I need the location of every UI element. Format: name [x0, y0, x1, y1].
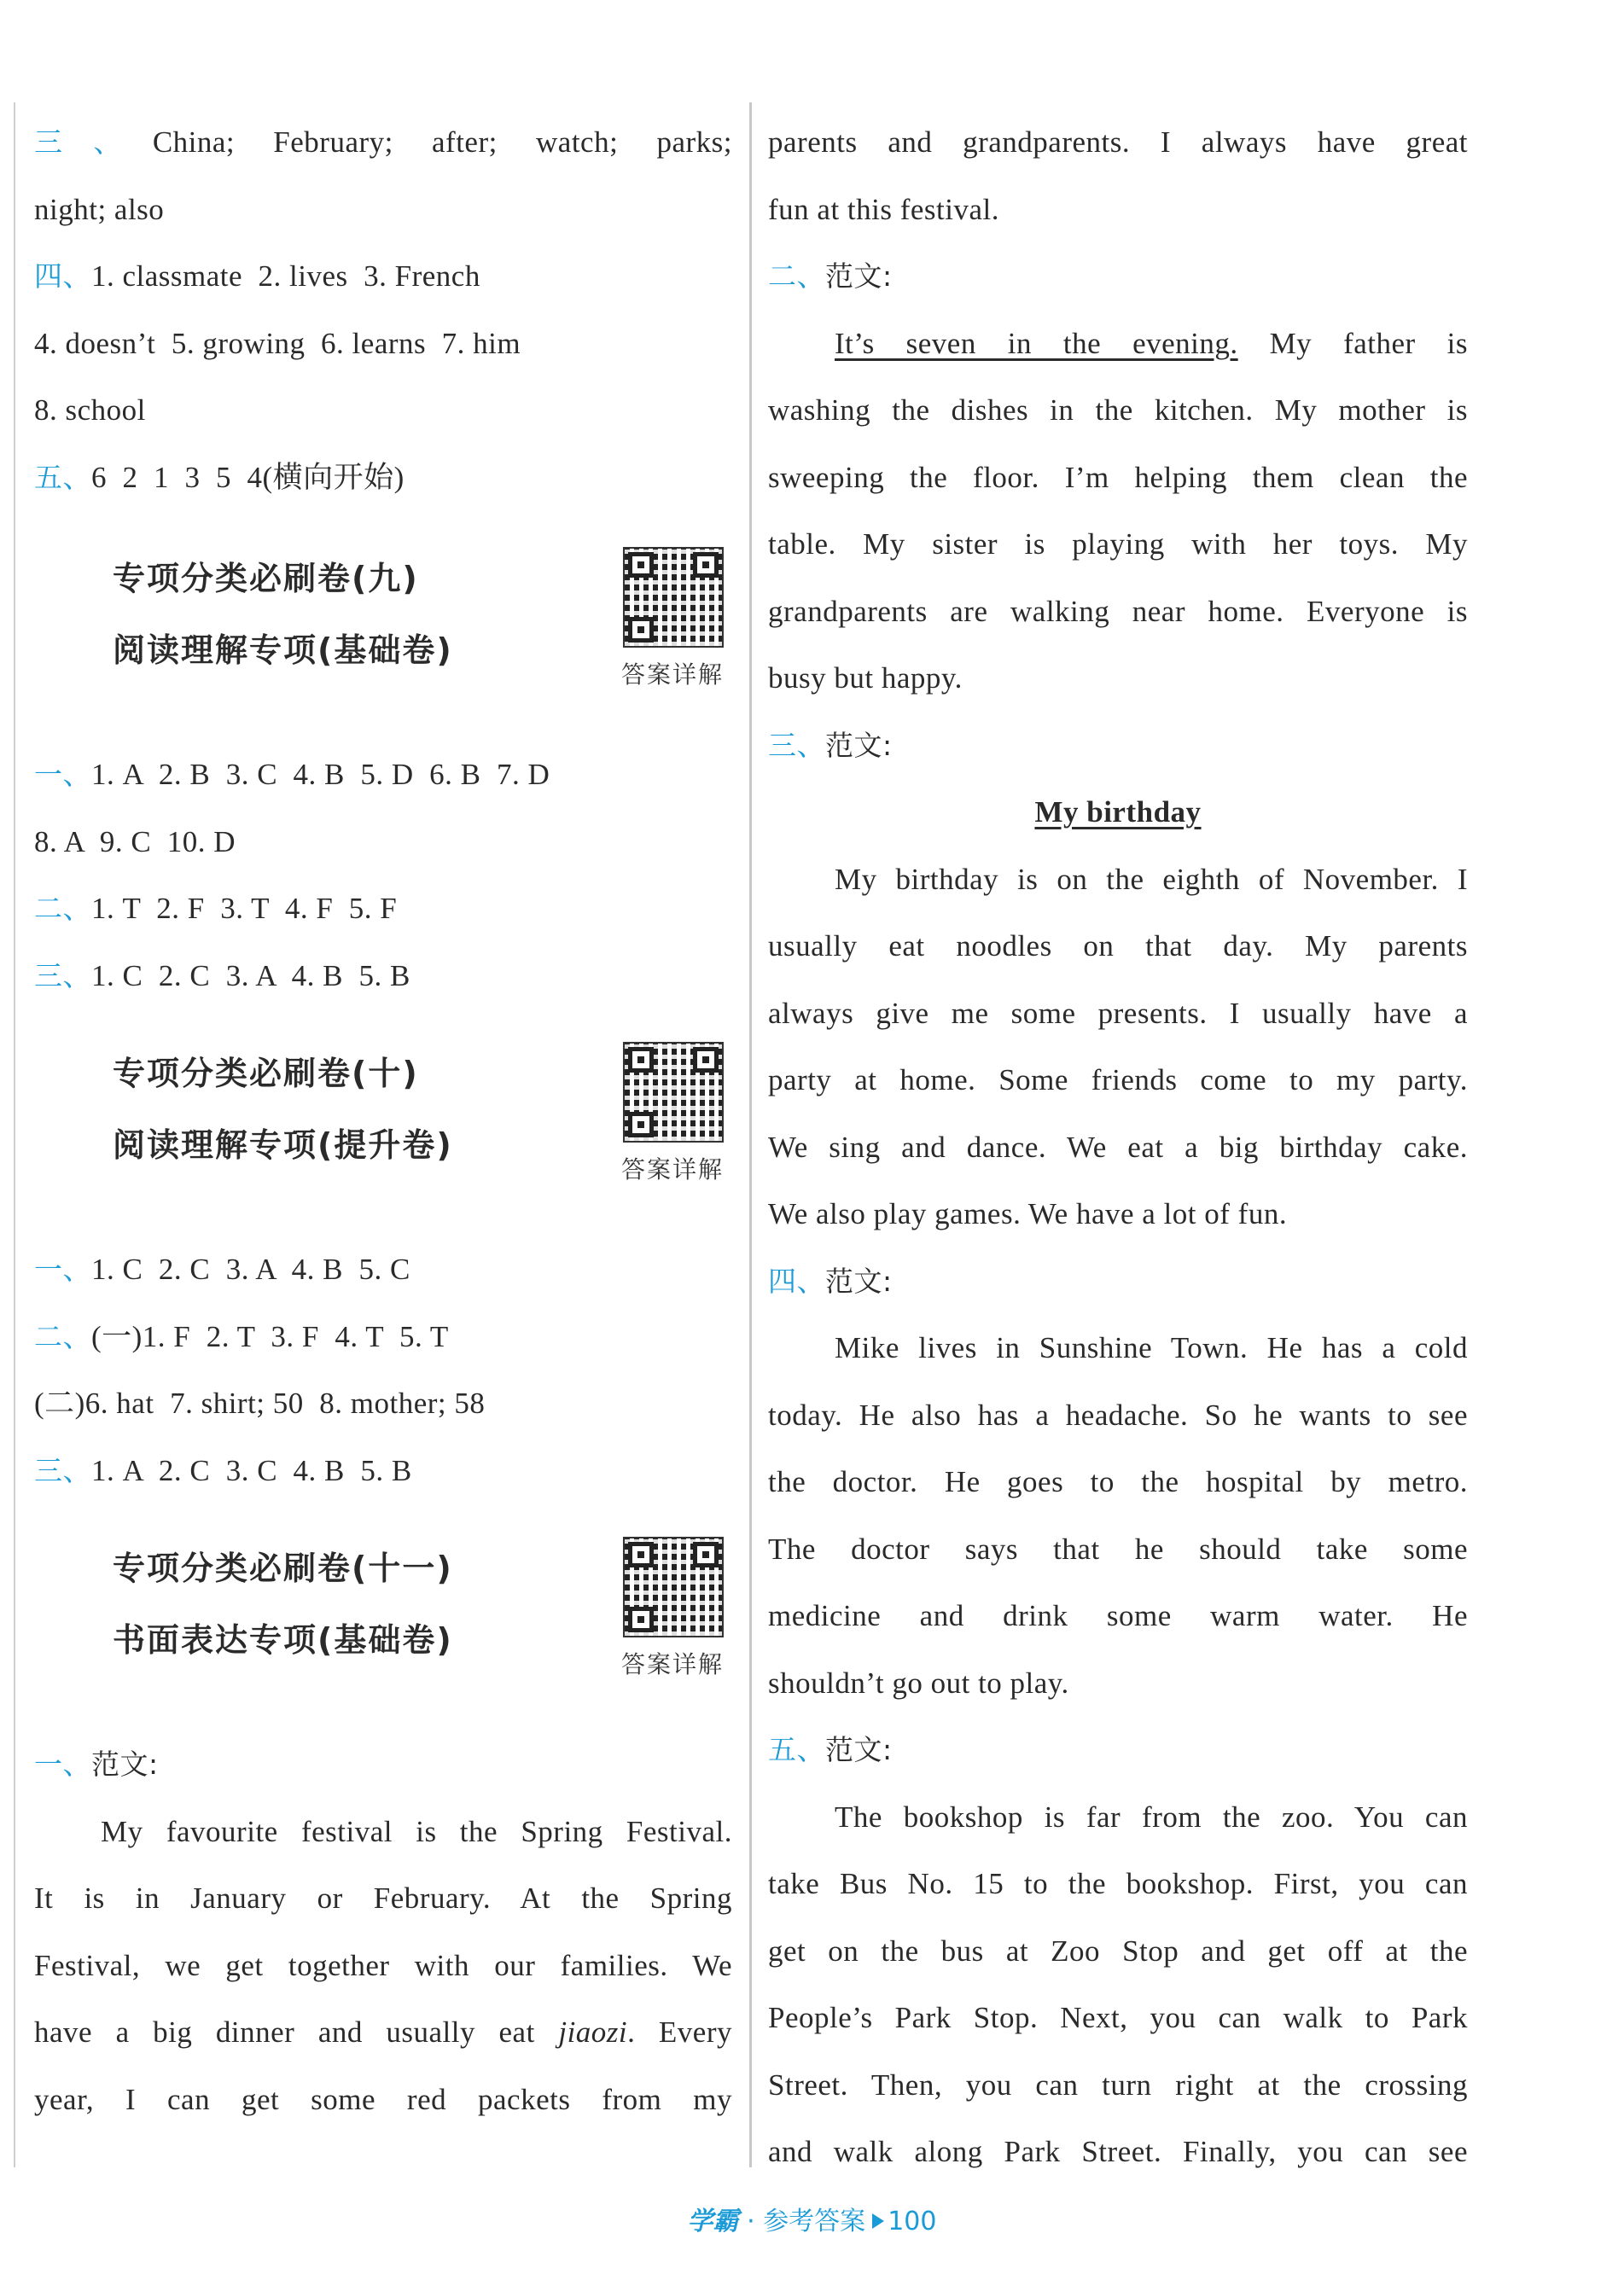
question-number: 四、 — [768, 1264, 825, 1298]
answer-line: (二)6. hat 7. shirt; 50 8. mother; 58 — [34, 1387, 486, 1420]
essay-line: The doctor says that he should take some — [768, 1532, 1468, 1566]
essay-line: party at home. Some friends come to my party. — [768, 1063, 1468, 1096]
essay-line: take Bus No. 15 to the bookshop. First, you can — [768, 1867, 1468, 1900]
left-column — [34, 109, 732, 2133]
essay-title — [768, 779, 1468, 846]
essay-line: usually eat noodles on that day. My parents — [768, 929, 1468, 963]
answer-text: 范文: — [91, 1748, 159, 1781]
triangle-icon — [872, 2213, 884, 2229]
answer-line: 8. A 9. C 10. D — [34, 824, 236, 858]
answer-line — [34, 1304, 732, 1371]
essay-line: year, I can get some red packets from my — [34, 2082, 732, 2116]
section-heading — [768, 1248, 1468, 1316]
essay-line: grandparents are walking near home. Everyone is — [768, 594, 1468, 628]
answer-line: night; also — [34, 192, 165, 226]
section-title: 专项分类必刷卷(十) — [113, 1055, 419, 1092]
question-number: 三、 — [34, 125, 153, 159]
heading-text: 范文: — [825, 259, 893, 293]
essay-text: My father is — [1237, 326, 1468, 360]
brand-logo: 学霸 — [687, 2207, 739, 2236]
essay-line: and walk along Park Street. Finally, you can see — [768, 2135, 1468, 2168]
question-number: 四、 — [34, 259, 91, 293]
essay-line: The bookshop is far from the zoo. You can — [835, 1800, 1468, 1834]
section-header-11 — [34, 1535, 732, 1689]
section-title: 专项分类必刷卷(九) — [113, 560, 419, 597]
essay-line: today. He also has a headache. So he wants to see — [768, 1398, 1468, 1432]
essay-line: medicine and drink some warm water. He — [768, 1599, 1468, 1632]
heading-text: 范文: — [825, 728, 893, 762]
essay-line: sweeping the floor. I’m helping them clean the — [768, 460, 1468, 494]
page-footer — [0, 2200, 1624, 2237]
section-title: 专项分类必刷卷(十一) — [113, 1550, 453, 1587]
essay-line: have a big dinner and usually eat jiaozi. Every — [34, 2015, 732, 2049]
qr-label: 答案详解 — [621, 660, 725, 689]
underlined-phrase: It’s seven in the evening. — [835, 326, 1238, 360]
essay-line: Mike lives in Sunshine Town. He has a cold — [835, 1331, 1468, 1364]
qr-label: 答案详解 — [621, 1155, 725, 1184]
question-number: 一、 — [34, 1748, 91, 1781]
answer-line — [34, 943, 732, 1010]
question-number: 五、 — [34, 460, 91, 494]
section-header-10 — [34, 1040, 732, 1194]
section-subtitle: 阅读理解专项(基础卷) — [113, 631, 453, 669]
answer-line: 8. school — [34, 393, 146, 427]
essay-line: always give me some presents. I usually have a — [768, 996, 1468, 1030]
essay-line: the doctor. He goes to the hospital by metro. — [768, 1465, 1468, 1498]
question-number: 二、 — [34, 1319, 91, 1353]
essay-line: table. My sister is playing with her toys. My — [768, 527, 1468, 561]
section-subtitle: 阅读理解专项(提升卷) — [113, 1126, 453, 1164]
answer-text: 1. classmate 2. lives 3. French — [91, 259, 480, 293]
column-divider — [749, 102, 752, 2167]
question-number: 二、 — [34, 892, 91, 925]
answer-text: 1. C 2. C 3. A 4. B 5. C — [91, 1253, 410, 1286]
left-margin-rule — [14, 102, 15, 2167]
footer-label: 参考答案 — [763, 2207, 866, 2236]
answer-line — [34, 243, 732, 311]
essay-line: My favourite festival is the Spring Festival. — [101, 1814, 732, 1848]
answer-text: 1. T 2. F 3. T 4. F 5. F — [91, 892, 398, 925]
answer-text: China; February; after; watch; parks; — [152, 125, 732, 159]
essay-line: Festival, we get together with our families. We — [34, 1948, 732, 1982]
answer-line — [34, 1438, 732, 1505]
essay-line: get on the bus at Zoo Stop and get off at the — [768, 1934, 1468, 1968]
answer-text: 1. A 2. C 3. C 4. B 5. B — [91, 1453, 412, 1487]
answer-line: 4. doesn’t 5. growing 6. learns 7. him — [34, 326, 521, 360]
qr-code-icon[interactable] — [623, 547, 724, 648]
essay-line: We sing and dance. We eat a big birthday cake. — [768, 1130, 1468, 1164]
footer-separator: · — [747, 2207, 755, 2236]
section-heading — [768, 243, 1468, 311]
answer-text: 6 2 1 3 5 4(横向开始) — [91, 460, 405, 494]
essay-line: parents and grandparents. I always have great — [768, 125, 1468, 159]
question-number: 三、 — [768, 728, 825, 762]
question-number: 三、 — [34, 1453, 91, 1487]
heading-text: 范文: — [825, 1264, 893, 1298]
answer-line — [34, 109, 732, 177]
essay-title-text: My birthday — [1034, 795, 1202, 829]
essay-line: Street. Then, you can turn right at the crossing — [768, 2068, 1468, 2102]
qr-code-icon[interactable] — [623, 1042, 724, 1143]
essay-line: busy but happy. — [768, 661, 963, 695]
italic-word: jiaozi — [558, 2015, 628, 2049]
essay-line: fun at this festival. — [768, 192, 1000, 226]
heading-text: 范文: — [825, 1733, 893, 1766]
qr-label: 答案详解 — [621, 1650, 725, 1678]
essay-line: shouldn’t go out to play. — [768, 1666, 1069, 1700]
essay-line: People’s Park Stop. Next, you can walk to Park — [768, 2001, 1468, 2034]
section-subtitle: 书面表达专项(基础卷) — [113, 1621, 453, 1659]
answer-text: (一)1. F 2. T 3. F 4. T 5. T — [91, 1319, 449, 1353]
question-number: 五、 — [768, 1733, 825, 1766]
section-heading — [768, 1717, 1468, 1784]
answer-text: 1. C 2. C 3. A 4. B 5. B — [91, 958, 410, 992]
essay-line: My birthday is on the eighth of November. I — [835, 862, 1468, 896]
answer-line — [34, 445, 732, 512]
essay-line: washing the dishes in the kitchen. My mother is — [768, 393, 1468, 427]
right-column — [768, 109, 1468, 2186]
essay-line: We also play games. We have a lot of fun. — [768, 1197, 1288, 1230]
answer-line — [34, 742, 732, 809]
answer-line — [34, 1731, 732, 1799]
answer-line — [34, 1236, 732, 1304]
essay-line: It is in January or February. At the Spring — [34, 1881, 732, 1915]
question-number: 二、 — [768, 259, 825, 293]
question-number: 一、 — [34, 1253, 91, 1286]
question-number: 三、 — [34, 958, 91, 992]
qr-code-icon[interactable] — [623, 1537, 724, 1637]
page-number: 100 — [888, 2207, 937, 2236]
section-heading — [768, 712, 1468, 780]
answer-text: 1. A 2. B 3. C 4. B 5. D 6. B 7. D — [91, 758, 550, 791]
answer-line — [34, 875, 732, 943]
question-number: 一、 — [34, 758, 91, 791]
essay-line — [768, 311, 1468, 378]
section-header-9 — [34, 545, 732, 699]
